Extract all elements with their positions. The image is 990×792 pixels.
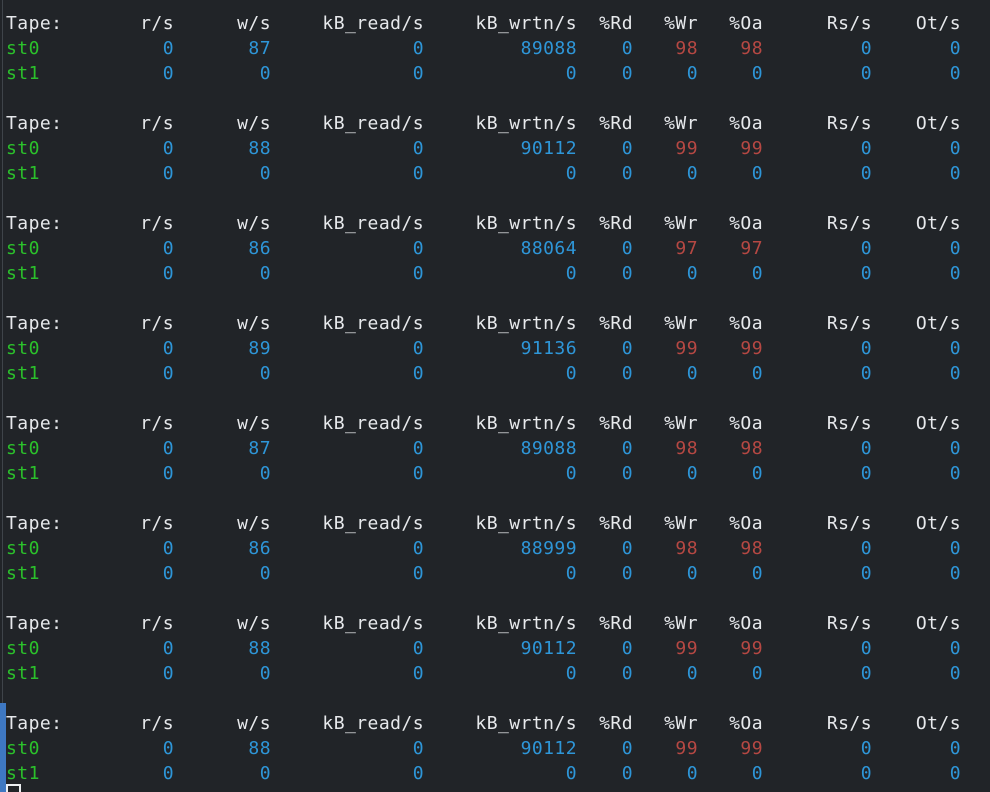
stat-value: 0 bbox=[412, 163, 424, 184]
stat-value: 0 bbox=[162, 263, 174, 284]
column-header: %Oa bbox=[729, 113, 763, 134]
device-row-st0 bbox=[6, 736, 961, 761]
column-header: Tape: bbox=[6, 213, 63, 234]
column-header: kB_wrtn/s bbox=[475, 413, 577, 434]
column-header: %Oa bbox=[729, 313, 763, 334]
column-header: kB_read/s bbox=[322, 13, 424, 34]
device-name: st0 bbox=[6, 138, 40, 159]
column-header: r/s bbox=[140, 613, 174, 634]
column-header: w/s bbox=[237, 513, 271, 534]
stat-value: 98 bbox=[675, 438, 698, 459]
column-header: Ot/s bbox=[915, 113, 961, 134]
column-header: %Wr bbox=[664, 713, 698, 734]
device-row-st1 bbox=[6, 361, 961, 386]
column-header: w/s bbox=[237, 213, 271, 234]
stat-value: 0 bbox=[162, 738, 174, 759]
column-header: Ot/s bbox=[915, 13, 961, 34]
device-row-st0 bbox=[6, 336, 961, 361]
stat-value: 0 bbox=[751, 463, 763, 484]
tapestat-block-6 bbox=[6, 511, 961, 586]
stat-value: 0 bbox=[860, 63, 872, 84]
header-row bbox=[6, 411, 961, 436]
tapestat-block-1 bbox=[6, 11, 961, 86]
stat-value: 91136 bbox=[520, 338, 577, 359]
terminal-cursor bbox=[6, 784, 21, 792]
stat-value: 0 bbox=[621, 38, 633, 59]
stat-value: 0 bbox=[686, 363, 698, 384]
stat-value: 0 bbox=[949, 438, 961, 459]
column-header: %Rd bbox=[599, 13, 633, 34]
stat-value: 0 bbox=[412, 138, 424, 159]
column-header: kB_read/s bbox=[322, 313, 424, 334]
stat-value: 0 bbox=[949, 638, 961, 659]
device-name: st0 bbox=[6, 738, 40, 759]
device-name: st0 bbox=[6, 238, 40, 259]
stat-value: 0 bbox=[162, 363, 174, 384]
stat-value: 0 bbox=[860, 163, 872, 184]
stat-value: 89088 bbox=[520, 438, 577, 459]
tapestat-block-7 bbox=[6, 611, 961, 686]
stat-value: 0 bbox=[412, 638, 424, 659]
header-row bbox=[6, 711, 961, 736]
column-header: %Wr bbox=[664, 13, 698, 34]
stat-value: 0 bbox=[259, 263, 271, 284]
column-header: %Wr bbox=[664, 113, 698, 134]
stat-value: 0 bbox=[621, 238, 633, 259]
stat-value: 0 bbox=[565, 63, 577, 84]
column-header: w/s bbox=[237, 113, 271, 134]
device-name: st0 bbox=[6, 538, 40, 559]
column-header: %Wr bbox=[664, 313, 698, 334]
stat-value: 98 bbox=[740, 38, 763, 59]
stat-value: 88064 bbox=[520, 238, 577, 259]
stat-value: 0 bbox=[686, 463, 698, 484]
column-header: Rs/s bbox=[826, 213, 872, 234]
column-header: w/s bbox=[237, 613, 271, 634]
stat-value: 0 bbox=[162, 638, 174, 659]
stat-value: 0 bbox=[860, 138, 872, 159]
stat-value: 88 bbox=[248, 638, 271, 659]
stat-value: 99 bbox=[740, 338, 763, 359]
stat-value: 0 bbox=[686, 563, 698, 584]
stat-value: 0 bbox=[860, 463, 872, 484]
stat-value: 0 bbox=[860, 638, 872, 659]
stat-value: 0 bbox=[162, 438, 174, 459]
device-name: st0 bbox=[6, 438, 40, 459]
device-name: st1 bbox=[6, 763, 40, 784]
stat-value: 0 bbox=[621, 663, 633, 684]
column-header: Tape: bbox=[6, 513, 63, 534]
stat-value: 0 bbox=[259, 363, 271, 384]
device-name: st0 bbox=[6, 338, 40, 359]
device-name: st1 bbox=[6, 263, 40, 284]
stat-value: 99 bbox=[675, 638, 698, 659]
stat-value: 0 bbox=[949, 663, 961, 684]
stat-value: 0 bbox=[259, 163, 271, 184]
column-header: kB_wrtn/s bbox=[475, 313, 577, 334]
device-row-st1 bbox=[6, 261, 961, 286]
stat-value: 88 bbox=[248, 138, 271, 159]
stat-value: 0 bbox=[412, 463, 424, 484]
column-header: Rs/s bbox=[826, 513, 872, 534]
device-row-st1 bbox=[6, 561, 961, 586]
stat-value: 0 bbox=[259, 663, 271, 684]
stat-value: 0 bbox=[565, 363, 577, 384]
stat-value: 0 bbox=[412, 38, 424, 59]
column-header: Tape: bbox=[6, 413, 63, 434]
stat-value: 0 bbox=[412, 563, 424, 584]
stat-value: 0 bbox=[621, 263, 633, 284]
stat-value: 0 bbox=[565, 563, 577, 584]
stat-value: 99 bbox=[740, 138, 763, 159]
column-header: kB_wrtn/s bbox=[475, 113, 577, 134]
column-header: Ot/s bbox=[915, 213, 961, 234]
stat-value: 0 bbox=[621, 463, 633, 484]
column-header: Rs/s bbox=[826, 413, 872, 434]
column-header: kB_wrtn/s bbox=[475, 213, 577, 234]
stat-value: 0 bbox=[949, 763, 961, 784]
stat-value: 0 bbox=[949, 138, 961, 159]
stat-value: 0 bbox=[162, 163, 174, 184]
stat-value: 0 bbox=[751, 763, 763, 784]
column-header: %Oa bbox=[729, 613, 763, 634]
column-header: w/s bbox=[237, 313, 271, 334]
column-header: Ot/s bbox=[915, 713, 961, 734]
stat-value: 0 bbox=[949, 363, 961, 384]
device-name: st1 bbox=[6, 663, 40, 684]
tapestat-block-3 bbox=[6, 211, 961, 286]
column-header: %Oa bbox=[729, 13, 763, 34]
column-header: r/s bbox=[140, 213, 174, 234]
stat-value: 89 bbox=[248, 338, 271, 359]
device-row-st0 bbox=[6, 236, 961, 261]
column-header: Ot/s bbox=[915, 613, 961, 634]
column-header: Rs/s bbox=[826, 113, 872, 134]
stat-value: 0 bbox=[621, 738, 633, 759]
stat-value: 0 bbox=[565, 663, 577, 684]
stat-value: 99 bbox=[675, 738, 698, 759]
stat-value: 0 bbox=[751, 163, 763, 184]
device-name: st1 bbox=[6, 363, 40, 384]
stat-value: 0 bbox=[621, 163, 633, 184]
stat-value: 97 bbox=[740, 238, 763, 259]
column-header: %Rd bbox=[599, 513, 633, 534]
stat-value: 0 bbox=[621, 363, 633, 384]
column-header: %Oa bbox=[729, 213, 763, 234]
stat-value: 98 bbox=[675, 38, 698, 59]
stat-value: 0 bbox=[162, 338, 174, 359]
stat-value: 0 bbox=[621, 763, 633, 784]
stat-value: 86 bbox=[248, 538, 271, 559]
stat-value: 0 bbox=[860, 363, 872, 384]
stat-value: 98 bbox=[740, 438, 763, 459]
stat-value: 86 bbox=[248, 238, 271, 259]
column-header: %Wr bbox=[664, 613, 698, 634]
stat-value: 0 bbox=[412, 63, 424, 84]
stat-value: 0 bbox=[860, 338, 872, 359]
column-header: %Rd bbox=[599, 213, 633, 234]
column-header: %Rd bbox=[599, 413, 633, 434]
stat-value: 0 bbox=[686, 263, 698, 284]
stat-value: 0 bbox=[162, 138, 174, 159]
stat-value: 88 bbox=[248, 738, 271, 759]
stat-value: 0 bbox=[751, 63, 763, 84]
stat-value: 88999 bbox=[520, 538, 577, 559]
column-header: kB_wrtn/s bbox=[475, 13, 577, 34]
device-name: st1 bbox=[6, 563, 40, 584]
column-header: r/s bbox=[140, 313, 174, 334]
column-header: kB_read/s bbox=[322, 213, 424, 234]
stat-value: 0 bbox=[259, 763, 271, 784]
stat-value: 0 bbox=[686, 763, 698, 784]
column-header: kB_read/s bbox=[322, 513, 424, 534]
stat-value: 0 bbox=[565, 763, 577, 784]
column-header: r/s bbox=[140, 513, 174, 534]
tapestat-block-8 bbox=[6, 711, 961, 786]
device-name: st0 bbox=[6, 638, 40, 659]
stat-value: 0 bbox=[412, 363, 424, 384]
column-header: Rs/s bbox=[826, 613, 872, 634]
stat-value: 90112 bbox=[520, 138, 577, 159]
stat-value: 0 bbox=[412, 538, 424, 559]
stat-value: 0 bbox=[949, 563, 961, 584]
tapestat-block-4 bbox=[6, 311, 961, 386]
device-name: st1 bbox=[6, 463, 40, 484]
stat-value: 0 bbox=[621, 438, 633, 459]
column-header: kB_read/s bbox=[322, 713, 424, 734]
stat-value: 0 bbox=[162, 38, 174, 59]
column-header: r/s bbox=[140, 413, 174, 434]
stat-value: 0 bbox=[565, 263, 577, 284]
column-header: r/s bbox=[140, 113, 174, 134]
stat-value: 0 bbox=[621, 63, 633, 84]
stat-value: 0 bbox=[621, 638, 633, 659]
stat-value: 0 bbox=[162, 463, 174, 484]
stat-value: 0 bbox=[162, 63, 174, 84]
stat-value: 0 bbox=[259, 463, 271, 484]
stat-value: 0 bbox=[412, 338, 424, 359]
column-header: Tape: bbox=[6, 313, 63, 334]
stat-value: 0 bbox=[751, 263, 763, 284]
header-row bbox=[6, 211, 961, 236]
column-header: w/s bbox=[237, 13, 271, 34]
stat-value: 0 bbox=[949, 263, 961, 284]
stat-value: 0 bbox=[949, 163, 961, 184]
stat-value: 90112 bbox=[520, 738, 577, 759]
stat-value: 0 bbox=[621, 138, 633, 159]
stat-value: 99 bbox=[740, 738, 763, 759]
column-header: %Oa bbox=[729, 713, 763, 734]
stat-value: 0 bbox=[565, 463, 577, 484]
device-row-st1 bbox=[6, 161, 961, 186]
device-row-st0 bbox=[6, 136, 961, 161]
stat-value: 99 bbox=[740, 638, 763, 659]
column-header: w/s bbox=[237, 413, 271, 434]
stat-value: 0 bbox=[259, 63, 271, 84]
stat-value: 0 bbox=[949, 38, 961, 59]
stat-value: 0 bbox=[162, 763, 174, 784]
column-header: Tape: bbox=[6, 113, 63, 134]
column-header: Rs/s bbox=[826, 713, 872, 734]
stat-value: 0 bbox=[686, 163, 698, 184]
stat-value: 0 bbox=[621, 538, 633, 559]
column-header: %Rd bbox=[599, 113, 633, 134]
stat-value: 0 bbox=[949, 738, 961, 759]
stat-value: 0 bbox=[860, 263, 872, 284]
column-header: kB_read/s bbox=[322, 413, 424, 434]
stat-value: 0 bbox=[751, 363, 763, 384]
stat-value: 0 bbox=[565, 163, 577, 184]
stat-value: 0 bbox=[949, 338, 961, 359]
stat-value: 0 bbox=[686, 663, 698, 684]
tapestat-block-2 bbox=[6, 111, 961, 186]
stat-value: 0 bbox=[949, 238, 961, 259]
column-header: %Rd bbox=[599, 613, 633, 634]
column-header: %Oa bbox=[729, 513, 763, 534]
column-header: %Oa bbox=[729, 413, 763, 434]
column-header: Ot/s bbox=[915, 513, 961, 534]
column-header: kB_read/s bbox=[322, 113, 424, 134]
device-name: st1 bbox=[6, 63, 40, 84]
device-row-st1 bbox=[6, 461, 961, 486]
stat-value: 0 bbox=[860, 238, 872, 259]
stat-value: 0 bbox=[860, 38, 872, 59]
stat-value: 0 bbox=[949, 63, 961, 84]
stat-value: 0 bbox=[860, 738, 872, 759]
column-header: Ot/s bbox=[915, 313, 961, 334]
column-header: %Rd bbox=[599, 313, 633, 334]
header-row bbox=[6, 11, 961, 36]
stat-value: 0 bbox=[412, 238, 424, 259]
stat-value: 89088 bbox=[520, 38, 577, 59]
stat-value: 0 bbox=[162, 538, 174, 559]
stat-value: 98 bbox=[675, 538, 698, 559]
stat-value: 0 bbox=[860, 763, 872, 784]
column-header: %Wr bbox=[664, 513, 698, 534]
stat-value: 0 bbox=[686, 63, 698, 84]
stat-value: 0 bbox=[621, 563, 633, 584]
column-header: Tape: bbox=[6, 713, 63, 734]
stat-value: 0 bbox=[162, 663, 174, 684]
column-header: kB_read/s bbox=[322, 613, 424, 634]
device-row-st1 bbox=[6, 761, 961, 786]
stat-value: 99 bbox=[675, 338, 698, 359]
stat-value: 0 bbox=[860, 563, 872, 584]
stat-value: 90112 bbox=[520, 638, 577, 659]
stat-value: 0 bbox=[259, 563, 271, 584]
column-header: w/s bbox=[237, 713, 271, 734]
stat-value: 98 bbox=[740, 538, 763, 559]
stat-value: 0 bbox=[162, 563, 174, 584]
column-header: Tape: bbox=[6, 613, 63, 634]
header-row bbox=[6, 511, 961, 536]
scrollbar-thumb[interactable] bbox=[0, 703, 6, 792]
column-header: kB_wrtn/s bbox=[475, 513, 577, 534]
column-header: %Wr bbox=[664, 413, 698, 434]
stat-value: 97 bbox=[675, 238, 698, 259]
stat-value: 87 bbox=[248, 38, 271, 59]
column-header: %Rd bbox=[599, 713, 633, 734]
header-row bbox=[6, 611, 961, 636]
device-row-st1 bbox=[6, 661, 961, 686]
device-name: st1 bbox=[6, 163, 40, 184]
column-header: %Wr bbox=[664, 213, 698, 234]
device-name: st0 bbox=[6, 38, 40, 59]
device-row-st0 bbox=[6, 536, 961, 561]
stat-value: 0 bbox=[949, 463, 961, 484]
stat-value: 0 bbox=[860, 538, 872, 559]
device-row-st0 bbox=[6, 636, 961, 661]
stat-value: 0 bbox=[621, 338, 633, 359]
stat-value: 0 bbox=[412, 263, 424, 284]
header-row bbox=[6, 111, 961, 136]
stat-value: 87 bbox=[248, 438, 271, 459]
stat-value: 0 bbox=[162, 238, 174, 259]
stat-value: 0 bbox=[412, 738, 424, 759]
stat-value: 0 bbox=[751, 663, 763, 684]
stat-value: 0 bbox=[860, 438, 872, 459]
stat-value: 0 bbox=[412, 763, 424, 784]
stat-value: 0 bbox=[412, 663, 424, 684]
column-header: Rs/s bbox=[826, 313, 872, 334]
column-header: kB_wrtn/s bbox=[475, 713, 577, 734]
stat-value: 0 bbox=[949, 538, 961, 559]
stat-value: 0 bbox=[860, 663, 872, 684]
stat-value: 0 bbox=[751, 563, 763, 584]
column-header: r/s bbox=[140, 713, 174, 734]
column-header: Ot/s bbox=[915, 413, 961, 434]
header-row bbox=[6, 311, 961, 336]
device-row-st1 bbox=[6, 61, 961, 86]
column-header: Rs/s bbox=[826, 13, 872, 34]
column-header: Tape: bbox=[6, 13, 63, 34]
device-row-st0 bbox=[6, 36, 961, 61]
tapestat-block-5 bbox=[6, 411, 961, 486]
device-row-st0 bbox=[6, 436, 961, 461]
column-header: kB_wrtn/s bbox=[475, 613, 577, 634]
column-header: r/s bbox=[140, 13, 174, 34]
stat-value: 0 bbox=[412, 438, 424, 459]
stat-value: 99 bbox=[675, 138, 698, 159]
